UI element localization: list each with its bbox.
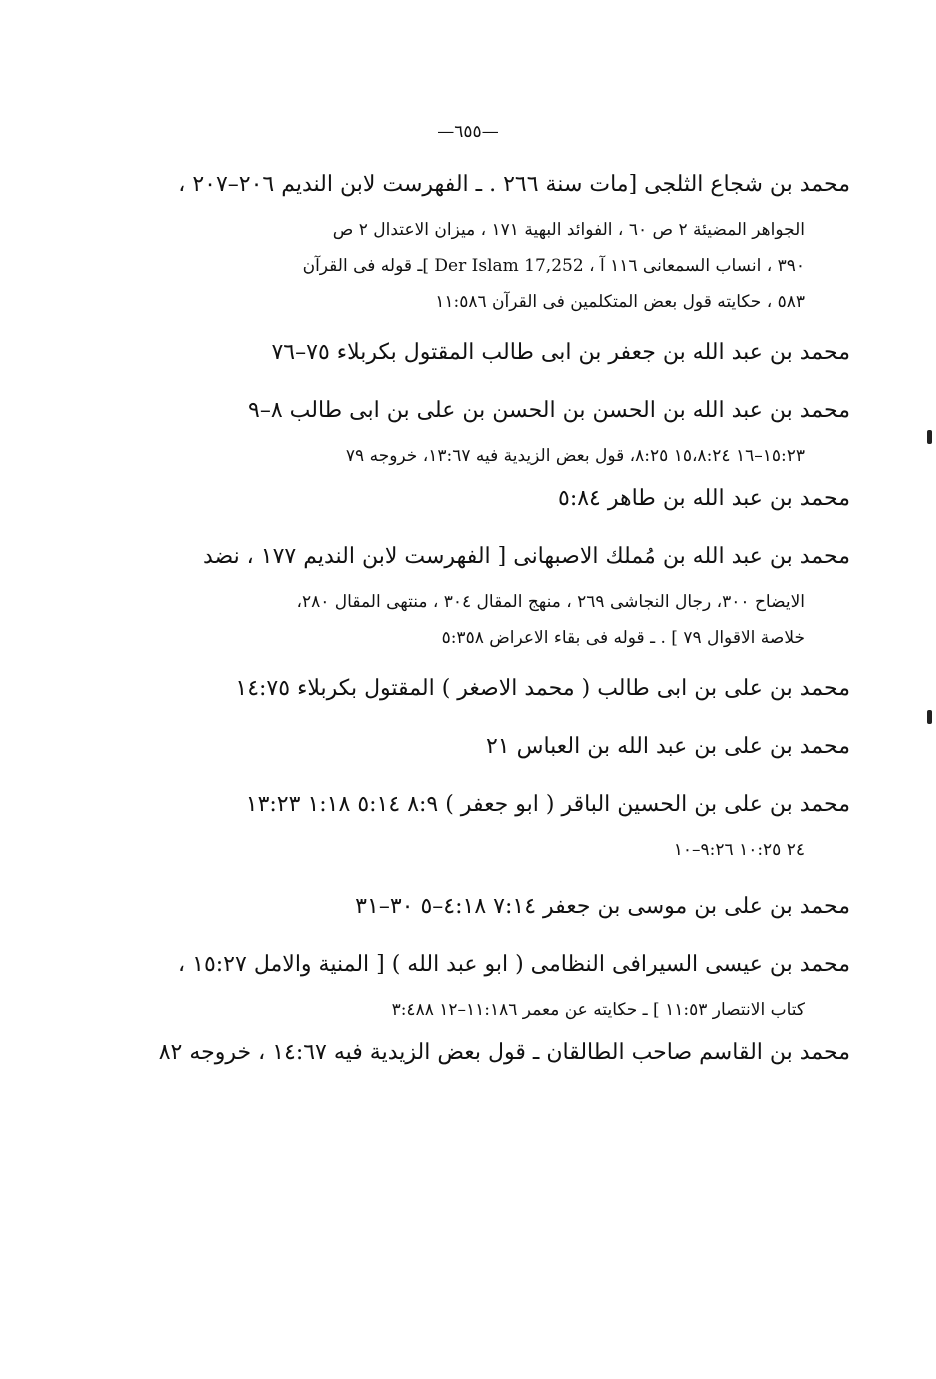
index-entry — [158, 1028, 850, 1078]
entry-heading: محمد بن عبد الله بن الحسن بن الحسن بن على بن ابى طالب ٨–٩ — [248, 398, 850, 423]
page-number: —٦٥٥— — [437, 122, 499, 142]
index-entry — [190, 386, 850, 474]
entry-heading: محمد بن عيسى السيرافى النظامى ( ابو عبد الله ) [ المنية والامل ١٥:٢٧ ، — [178, 952, 850, 977]
entry-line: ٢٤ ١٠:٢٥ ٩:٢٦–١٠ — [673, 840, 805, 860]
entry-heading: محمد بن شجاع الثلجى [مات سنة ٢٦٦ . ـ الفهرست لابن النديم ٢٠٦–٢٠٧ ، — [178, 172, 850, 197]
entry-heading: محمد بن على بن عبد الله بن العباس ٢١ — [485, 734, 850, 759]
entry-heading: محمد بن عبد الله بن مُملك الاصبهانى [ الفهرست لابن النديم ١٧٧ ، نضد — [202, 544, 850, 569]
index-entries — [158, 160, 850, 1078]
entry-heading: محمد بن على بن ابى طالب ( محمد الاصغر ) المقتول بكربلاء ١٤:٧٥ — [235, 676, 850, 701]
scan-edge-mark — [927, 430, 932, 444]
entry-heading: محمد بن على بن الحسين الباقر ( ابو جعفر ) ٨:٩ ٥:١٤ ١:١٨ ١٣:٢٣ — [245, 792, 850, 817]
index-entry — [190, 532, 850, 656]
index-entry — [190, 780, 850, 868]
index-entry — [178, 940, 850, 1028]
entry-line: ٥٨٣ ، حكايته قول بعض المتكلمين فى القرآن ١١:٥٨٦ — [435, 292, 805, 312]
index-entry — [190, 474, 850, 524]
index-entry — [190, 328, 850, 378]
entry-heading: محمد بن عبد الله بن جعفر بن ابى طالب المقتول بكربلاء ٧٥–٧٦ — [271, 340, 850, 365]
index-entry — [190, 722, 850, 772]
entry-line: ٣٩٠ ، انساب السمعانى ١١٦ آ ، Der Islam 17,252 ]ـ قوله فى القرآن — [302, 256, 805, 276]
index-entry — [190, 664, 850, 714]
entry-line: ١٥:٢٣–١٦ ١٥،٨:٢٤ ٨:٢٥، قول بعض الزيدية فيه ١٣:٦٧، خروجه ٧٩ — [345, 446, 805, 466]
entry-heading: محمد بن على بن موسى بن جعفر ٧:١٤ ٤:١٨–٥ ٣٠–٣١ — [355, 894, 850, 919]
entry-heading: محمد بن عبد الله بن طاهر ٥:٨٤ — [558, 486, 850, 511]
index-entry — [190, 882, 850, 932]
entry-line: الايضاح ٣٠٠، رجال النجاشى ٢٦٩ ، منهج المقال ٣٠٤ ، منتهى المقال ٢٨٠، — [296, 592, 805, 612]
index-entry — [178, 160, 850, 320]
entry-heading: محمد بن القاسم صاحب الطالقان ـ قول بعض الزيدية فيه ١٤:٦٧ ، خروجه ٨٢ — [158, 1040, 850, 1065]
entry-line: الجواهر المضيئة ٢ ص ٦٠ ، الفوائد البهية ١٧١ ، ميزان الاعتدال ٢ ص — [332, 220, 805, 240]
scan-edge-mark — [927, 710, 932, 724]
entry-line: كتاب الانتصار ١١:٥٣ ] ـ حكايته عن معمر ١١:١٨٦–١٢ ٣:٤٨٨ — [391, 1000, 805, 1020]
entry-line: خلاصة الاقوال ٧٩ ] . ـ قوله فى بقاء الاعراض ٥:٣٥٨ — [441, 628, 805, 648]
